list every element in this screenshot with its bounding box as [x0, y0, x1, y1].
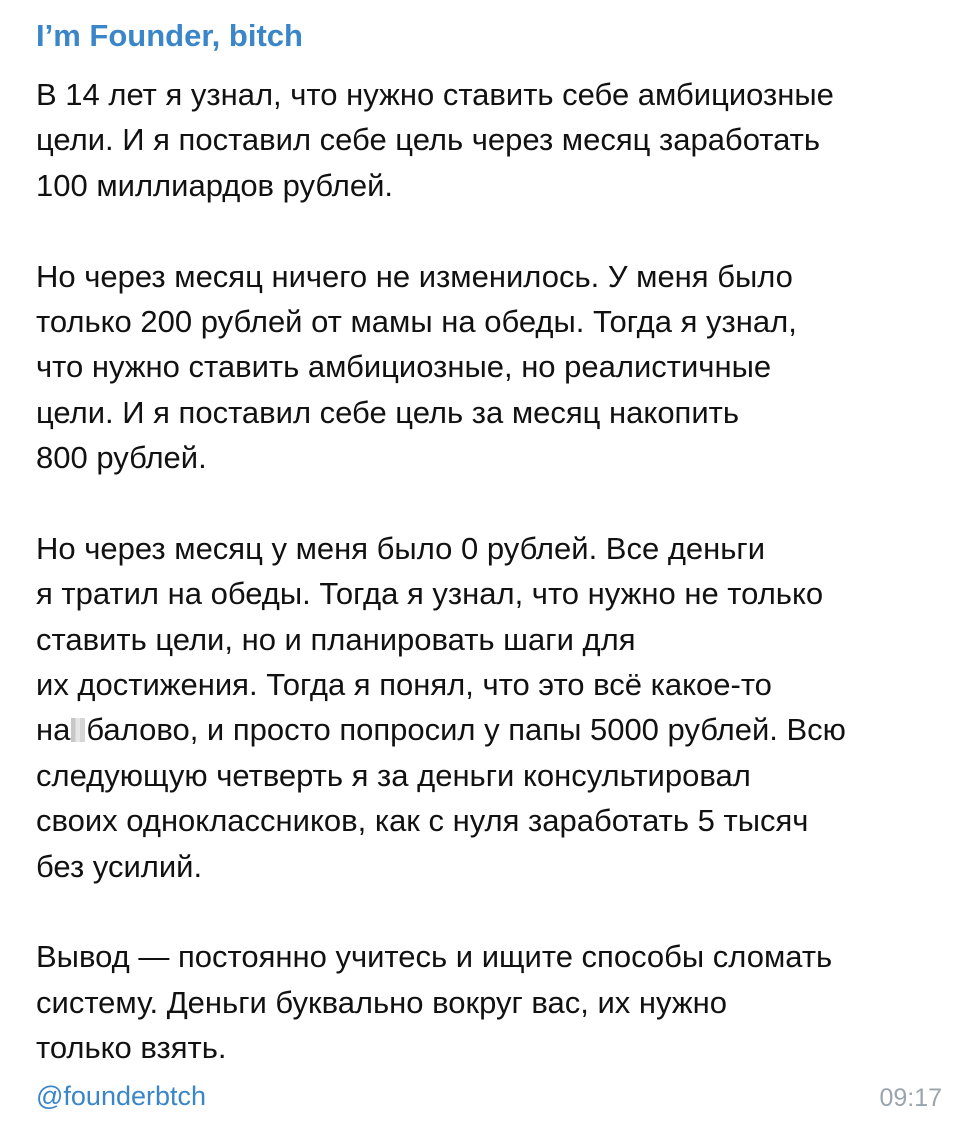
message-line: 100 миллиардов рублей.	[36, 167, 393, 203]
message-line: только взять.	[36, 1030, 227, 1066]
message-line: цели. И я поставил себе цель через месяц заработать	[36, 122, 821, 158]
message-line: без усилий.	[36, 848, 203, 884]
message-line: цели. И я поставил себе цель за месяц накопить	[36, 394, 740, 430]
message-line: В 14 лет я узнал, что нужно ставить себе амбициозные	[36, 77, 834, 112]
message-line: только 200 рублей от мамы на обеды. Тогда я узнал,	[36, 303, 797, 339]
channel-handle-link[interactable]: @founderbtch	[36, 1081, 207, 1111]
message-line: я тратил на обеды. Тогда я узнал, что нужно не только	[36, 576, 824, 612]
censored-prefix: на	[36, 712, 71, 748]
message-text	[36, 72, 946, 1071]
censor-blur	[71, 718, 85, 742]
message-line: следующую четверть я за деньги консультировал	[36, 757, 751, 793]
message-line: их достижения. Тогда я понял, что это всё какое-то	[36, 667, 772, 703]
message-timestamp: 09:17	[879, 1084, 942, 1112]
message-line: ставить цели, но и планировать шаги для	[36, 621, 636, 657]
message-line: 800 рублей.	[36, 440, 207, 476]
message-line: Вывод — постоянно учитесь и ищите способы сломать	[36, 939, 833, 975]
paragraph-gap	[36, 481, 946, 526]
message-line: что нужно ставить амбициозные, но реалистичные	[36, 349, 772, 385]
censored-suffix: балово, и просто попросил у папы 5000 рублей. Всю	[86, 712, 846, 748]
paragraph-gap	[36, 889, 946, 934]
channel-name[interactable]: I’m Founder, bitch	[36, 18, 303, 53]
message-line: Но через месяц ничего не изменилось. У меня было	[36, 258, 793, 294]
message-line: Но через месяц у меня было 0 рублей. Все деньги	[36, 530, 766, 566]
message-line-censored	[36, 707, 946, 752]
message-line: систему. Деньги буквально вокруг вас, их нужно	[36, 984, 727, 1020]
paragraph-gap	[36, 208, 946, 253]
message-line: своих одноклассников, как с нуля заработать 5 тысяч	[36, 803, 809, 839]
